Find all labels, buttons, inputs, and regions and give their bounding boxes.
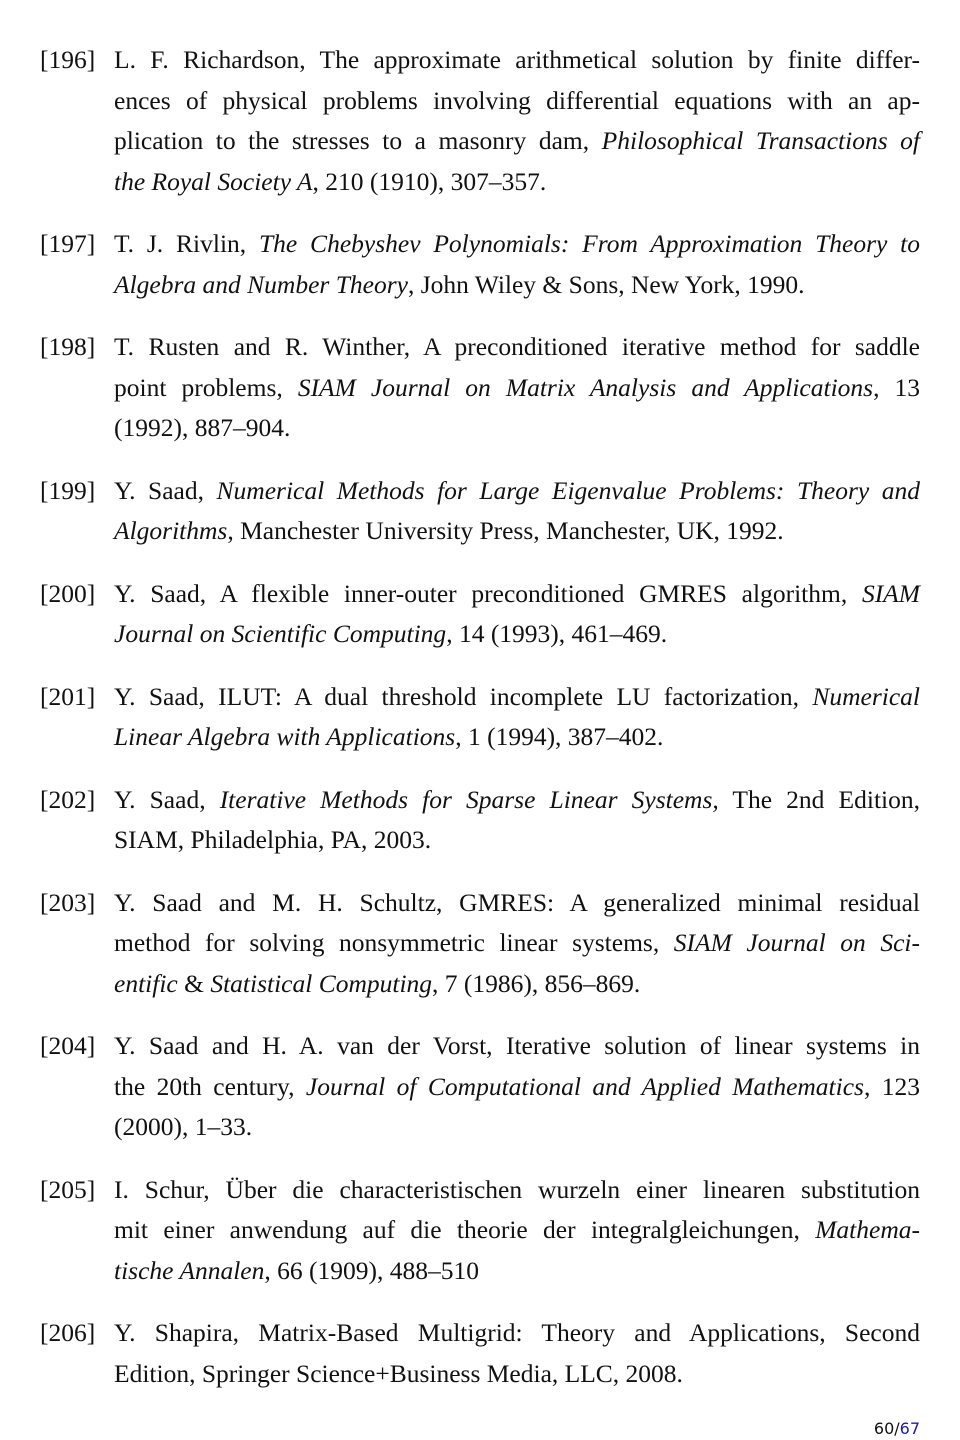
reference-text	[114, 574, 920, 655]
reference-line	[114, 471, 920, 512]
italic-title: Journal on Scientific Computing	[114, 619, 447, 648]
reference-line	[114, 677, 920, 718]
reference-segment: Y. Saad and M. H. Schultz, GMRES: A generalized minimal residual	[114, 887, 920, 917]
italic-title: Statistical Computing	[210, 968, 433, 998]
reference-line	[114, 1107, 920, 1148]
reference-line	[114, 81, 920, 122]
reference-number: [199]	[40, 475, 96, 505]
reference-line	[114, 780, 920, 821]
reference-segment: method for solving nonsymmetric linear systems,	[114, 928, 674, 957]
reference-line	[114, 1251, 920, 1292]
reference-segment: ences of physical problems involving differential equations with an ap-	[114, 85, 920, 115]
italic-title: Mathema-	[815, 1215, 920, 1244]
reference-text	[114, 40, 920, 202]
reference-segment: , Manchester University Press, Manchester, UK, 1992.	[227, 516, 784, 545]
reference-segment: , 66 (1909), 488–510	[264, 1255, 479, 1285]
italic-title: Numerical Methods for Large Eigenvalue Problems: Theory and	[216, 475, 920, 505]
reference-segment: Y. Saad,	[114, 784, 220, 814]
reference-line	[114, 1026, 920, 1067]
reference-line	[114, 1067, 920, 1108]
reference-line	[114, 964, 920, 1005]
reference-number: [205]	[40, 1174, 96, 1204]
reference-segment: mit einer anwendung auf die theorie der integralgleichungen,	[114, 1215, 816, 1244]
reference-number: [204]	[40, 1031, 96, 1060]
reference-segment: Y. Shapira, Matrix-Based Multigrid: Theory and Applications, Second	[114, 1318, 920, 1347]
reference-line	[114, 820, 920, 861]
page-separator: /	[894, 1419, 900, 1438]
reference-number: [198]	[40, 332, 96, 361]
reference-line	[114, 265, 920, 306]
italic-title: tische Annalen	[114, 1255, 265, 1285]
italic-title: SIAM	[861, 578, 920, 608]
reference-text	[114, 1313, 920, 1394]
italic-title: Algebra and Number Theory	[114, 269, 408, 299]
reference-line	[114, 408, 920, 449]
reference-line	[114, 121, 920, 162]
reference-number: [197]	[40, 229, 96, 258]
reference-line	[114, 1210, 920, 1251]
reference-text	[114, 327, 920, 449]
reference-segment: (2000), 1–33.	[114, 1112, 253, 1141]
italic-title: SIAM Journal on Matrix Analysis and Applications	[297, 372, 874, 402]
reference-line	[114, 162, 920, 203]
reference-segment: plication to the stresses to a masonry dam,	[114, 126, 602, 155]
reference-number: [200]	[40, 578, 96, 608]
reference-entry	[0, 883, 960, 1005]
reference-segment: , 123	[863, 1071, 921, 1101]
reference-segment: The 2nd Edition,	[718, 784, 921, 814]
reference-number: [196]	[40, 45, 96, 74]
reference-line	[114, 1313, 920, 1354]
reference-line	[114, 923, 920, 964]
reference-entry	[0, 224, 960, 305]
reference-segment: , 210 (1910), 307–357.	[312, 166, 547, 196]
reference-segment: L. F. Richardson, The approximate arithmetical solution by finite differ-	[114, 45, 920, 74]
reference-segment: T. Rusten and R. Winther, A preconditioned iterative method for saddle	[114, 332, 920, 361]
reference-segment: Y. Saad, ILUT: A dual threshold incomplete LU factorization,	[114, 681, 813, 711]
total-pages-link[interactable]: 67	[899, 1419, 920, 1438]
reference-segment: I. Schur, Über die characteristischen wurzeln einer linearen substitution	[114, 1174, 920, 1204]
reference-line	[114, 511, 920, 552]
reference-segment: , 7 (1986), 856–869.	[432, 968, 641, 998]
reference-segment: point problems,	[114, 372, 298, 402]
reference-list	[0, 40, 960, 1416]
reference-segment: the 20th century,	[114, 1071, 306, 1101]
reference-segment: , John Wiley & Sons, New York, 1990.	[407, 269, 805, 299]
italic-title: SIAM Journal on Sci-	[673, 928, 921, 957]
italic-title: the Royal Society A	[114, 166, 313, 196]
reference-line	[114, 368, 920, 409]
reference-entry	[0, 1026, 960, 1148]
reference-segment: Y. Saad, A flexible inner-outer preconditioned GMRES algorithm,	[114, 578, 862, 608]
reference-entry	[0, 1313, 960, 1394]
reference-number: [206]	[40, 1318, 96, 1347]
reference-segment: Edition, Springer Science+Business Media, LLC, 2008.	[114, 1358, 683, 1388]
page-indicator	[874, 1419, 920, 1438]
reference-number: [201]	[40, 681, 96, 711]
reference-entry	[0, 40, 960, 202]
reference-entry	[0, 574, 960, 655]
reference-text	[114, 1170, 920, 1292]
reference-segment: , 14 (1993), 461–469.	[446, 619, 668, 648]
reference-text	[114, 471, 920, 552]
reference-entry	[0, 780, 960, 861]
current-page: 60	[873, 1419, 895, 1438]
reference-segment: (1992), 887–904.	[114, 413, 291, 442]
reference-text	[114, 883, 920, 1005]
reference-entry	[0, 471, 960, 552]
reference-segment: T. J. Rivlin,	[114, 229, 259, 258]
italic-title: Linear Algebra with Applications	[114, 722, 456, 751]
reference-text	[114, 780, 920, 861]
italic-title: Philosophical Transactions of	[601, 126, 920, 155]
reference-line	[114, 574, 920, 615]
italic-title: Iterative Methods for Sparse Linear Systems,	[219, 784, 719, 814]
reference-line	[114, 717, 920, 758]
reference-line	[114, 1354, 920, 1395]
reference-segment: Y. Saad and H. A. van der Vorst, Iterative solution of linear systems in	[114, 1031, 920, 1060]
reference-segment: Y. Saad,	[114, 475, 217, 505]
reference-segment: SIAM, Philadelphia, PA, 2003.	[114, 825, 432, 854]
reference-line	[114, 327, 920, 368]
reference-segment: &	[177, 968, 211, 998]
italic-title: Numerical	[812, 681, 920, 711]
italic-title: entific	[114, 968, 178, 998]
reference-line	[114, 40, 920, 81]
reference-segment: , 1 (1994), 387–402.	[455, 722, 664, 751]
reference-entry	[0, 677, 960, 758]
reference-line	[114, 224, 920, 265]
reference-entry	[0, 327, 960, 449]
reference-segment: , 13	[873, 372, 921, 402]
italic-title: Algorithms	[114, 516, 228, 545]
reference-text	[114, 677, 920, 758]
italic-title: The Chebyshev Polynomials: From Approximation Theory to	[258, 229, 921, 258]
reference-number: [202]	[40, 784, 96, 814]
reference-text	[114, 1026, 920, 1148]
reference-entry	[0, 1170, 960, 1292]
reference-line	[114, 1170, 920, 1211]
reference-number: [203]	[40, 887, 96, 917]
reference-line	[114, 883, 920, 924]
reference-text	[114, 224, 920, 305]
reference-line	[114, 614, 920, 655]
italic-title: Journal of Computational and Applied Mathematics	[305, 1071, 864, 1101]
